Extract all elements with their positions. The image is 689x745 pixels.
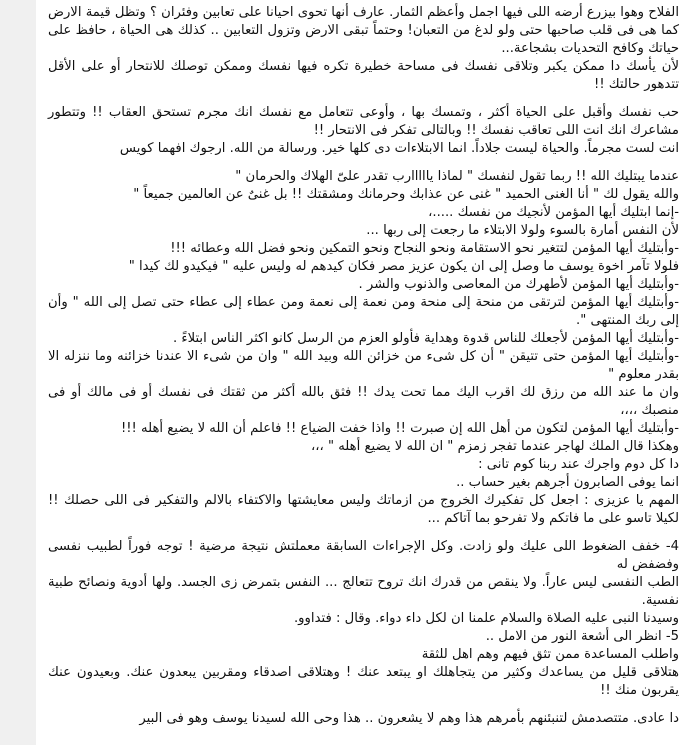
document-paragraph: هتلاقى قليل من يساعدك وكثير من يتجاهلك او يبتعد عنك ! وهتلاقى اصدقاء ومقربين يبعدون عنك. وبعيدون عنك يقربون منك !! (48, 665, 679, 698)
document-paragraph: والله يقول لك " أنا الغنى الحميد " غنى عن عذابك وحرمانك ومشقتك !! بل غنىٌ عن العالمين جميعاً " (133, 187, 679, 202)
document-paragraph: لأن يأسك دا ممكن يكبر وتلاقى نفسك فى مساحة خطيرة تكره فيها نفسك وممكن توصلك للانتحار أو على الأقل تتدهور حالتك !! (48, 59, 679, 92)
document-paragraph: فلولا تآمر اخوة يوسف ما وصل إلى ان يكون عزيز مصر فكان كيدهم له وليس عليه " فيكيدو لك كيدا " (128, 259, 679, 274)
document-paragraph: انت لست مجرماً. والحياة ليست جلاداً. انما الابتلاءات دى كلها خير. ورسالة من الله. ارجوك افهما كويس (119, 141, 679, 156)
document-paragraph: -وأبتليك أيها المؤمن لأطهرك من المعاصى والذنوب والشر . (358, 277, 679, 292)
document-paragraph: واطلب المساعدة ممن تثق فيهم وهم اهل للثقة (421, 647, 679, 662)
document-paragraph: 4- خفف الضغوط اللى عليك ولو زادت. وكل الإجراءات السابقة معملتش نتيجة مرضية ! توجه فوراً لطبيب نفسى وفضفض له (48, 539, 679, 572)
document-paragraph: انما يوفى الصابرون أجرهم بغير حساب .. (456, 475, 679, 490)
document-page (36, 0, 689, 745)
document-paragraph: -وأبتليك أيها المؤمن لأجعلك للناس قدوة وهداية فأولو العزم من الرسل كانو اكثر الناس ابتلاءً . (172, 331, 679, 346)
document-paragraph: حب نفسك وأقبل على الحياة أكثر ، وتمسك بها ، وأوعى تتعامل مع نفسك انك مجرم تستحق العقاب !! وتتطور مشاعرك انك انت اللى تعاقب نفسك !! وبالتالى تفكر فى الانتحار !! (48, 105, 679, 138)
document-paragraph: عندما يبتليك الله !! ربما تقول لنفسك " لماذا يااااارب تقدر علىّ الهلاك والحرمان " (235, 169, 679, 184)
document-paragraph: الفلاح وهوا بيزرع أرضه اللى فيها اجمل وأعظم الثمار. عارف أنها تحوى احيانا على تعابين وفئران ؟ وتظل قيمة الارض كما هى فى قلب صاحبها حتى ولو لدغ من التعبان! وحتماً تبقى الارض وتزول التعابين .. كذلك هى الحياة ، حافظ على حياتك وكافح التحديات بشجاعة... (48, 5, 679, 56)
document-paragraph: وان ما عند الله من رزق لك اقرب اليك مما تحت يدك !! فثق بالله أكثر من ثقتك فى نفسك أو فى مالك أو فى منصبك ،،،، (48, 385, 679, 418)
document-paragraph: دا عادى. متتصدمش لتنبئنهم بأمرهم هذا وهم لا يشعرون .. هذا وحى الله لسيدنا يوسف وهو فى البير (139, 711, 679, 726)
document-paragraph: لأن النفس أمارة بالسوء ولولا الابتلاء ما رجعت إلى ربها ... (366, 223, 679, 238)
document-paragraph: -وأبتليك أيها المؤمن لترتقى من منحة إلى منحة ومن نعمة إلى نعمة ومن عطاء إلى عطاء حتى تصل إلى الله " وأن إلى ربك المنتهى ". (48, 295, 679, 328)
document-paragraph: المهم يا عزيزى : اجعل كل تفكيرك الخروج من ازماتك وليس معايشتها والاكتفاء بالالم والتفكير فى اللى حصلك !! لكيلا تاسو على ما فاتكم ولا تفرحو بما آتاكم ... (48, 493, 679, 526)
document-paragraph: -وأبتليك أيها المؤمن لتكون من أهل الله إن صبرت !! واذا خفت الضياع !! فاعلم أن الله لا يضيع أهله !!! (120, 421, 679, 436)
document-paragraph: وسيدنا النبى عليه الصلاة والسلام علمنا ان لكل داء دواء. وقال : فتداوو. (293, 611, 679, 626)
document-paragraph: دا كل دوم واجرك عند ربنا كوم تانى : (478, 457, 679, 472)
window-left-margin (0, 0, 36, 745)
document-paragraph: 5- انظر الى أشعة النور من الامل .. (485, 629, 679, 644)
document-paragraph: -وأبتليك أيها المؤمن لتتغير نحو الاستقامة ونحو النجاح ونحو التمكين ونحو فضل الله وعطائه !!! (170, 241, 679, 256)
document-paragraph: -وأبتليك أيها المؤمن حتى تتيقن " أن كل شىء من خزائن الله وبيد الله " وان من شىء الا عندنا خزائنه وما ننزله الا بقدر معلوم " (48, 349, 679, 382)
document-paragraph: -إنما ابتليك أيها المؤمن لأنجيك من نفسك .....، (428, 205, 679, 220)
document-paragraph: وهكذا قال الملك لهاجر عندما تفجر زمزم " ان الله لا يضيع أهله " ،،، (310, 439, 679, 454)
document-body (36, 0, 689, 728)
document-paragraph: الطب النفسى ليس عاراً. ولا ينقص من قدرك انك تروح تتعالج ... النفس بتمرض زى الجسد. ولها أدوية ونصائح طبية نفسية. (48, 575, 679, 608)
